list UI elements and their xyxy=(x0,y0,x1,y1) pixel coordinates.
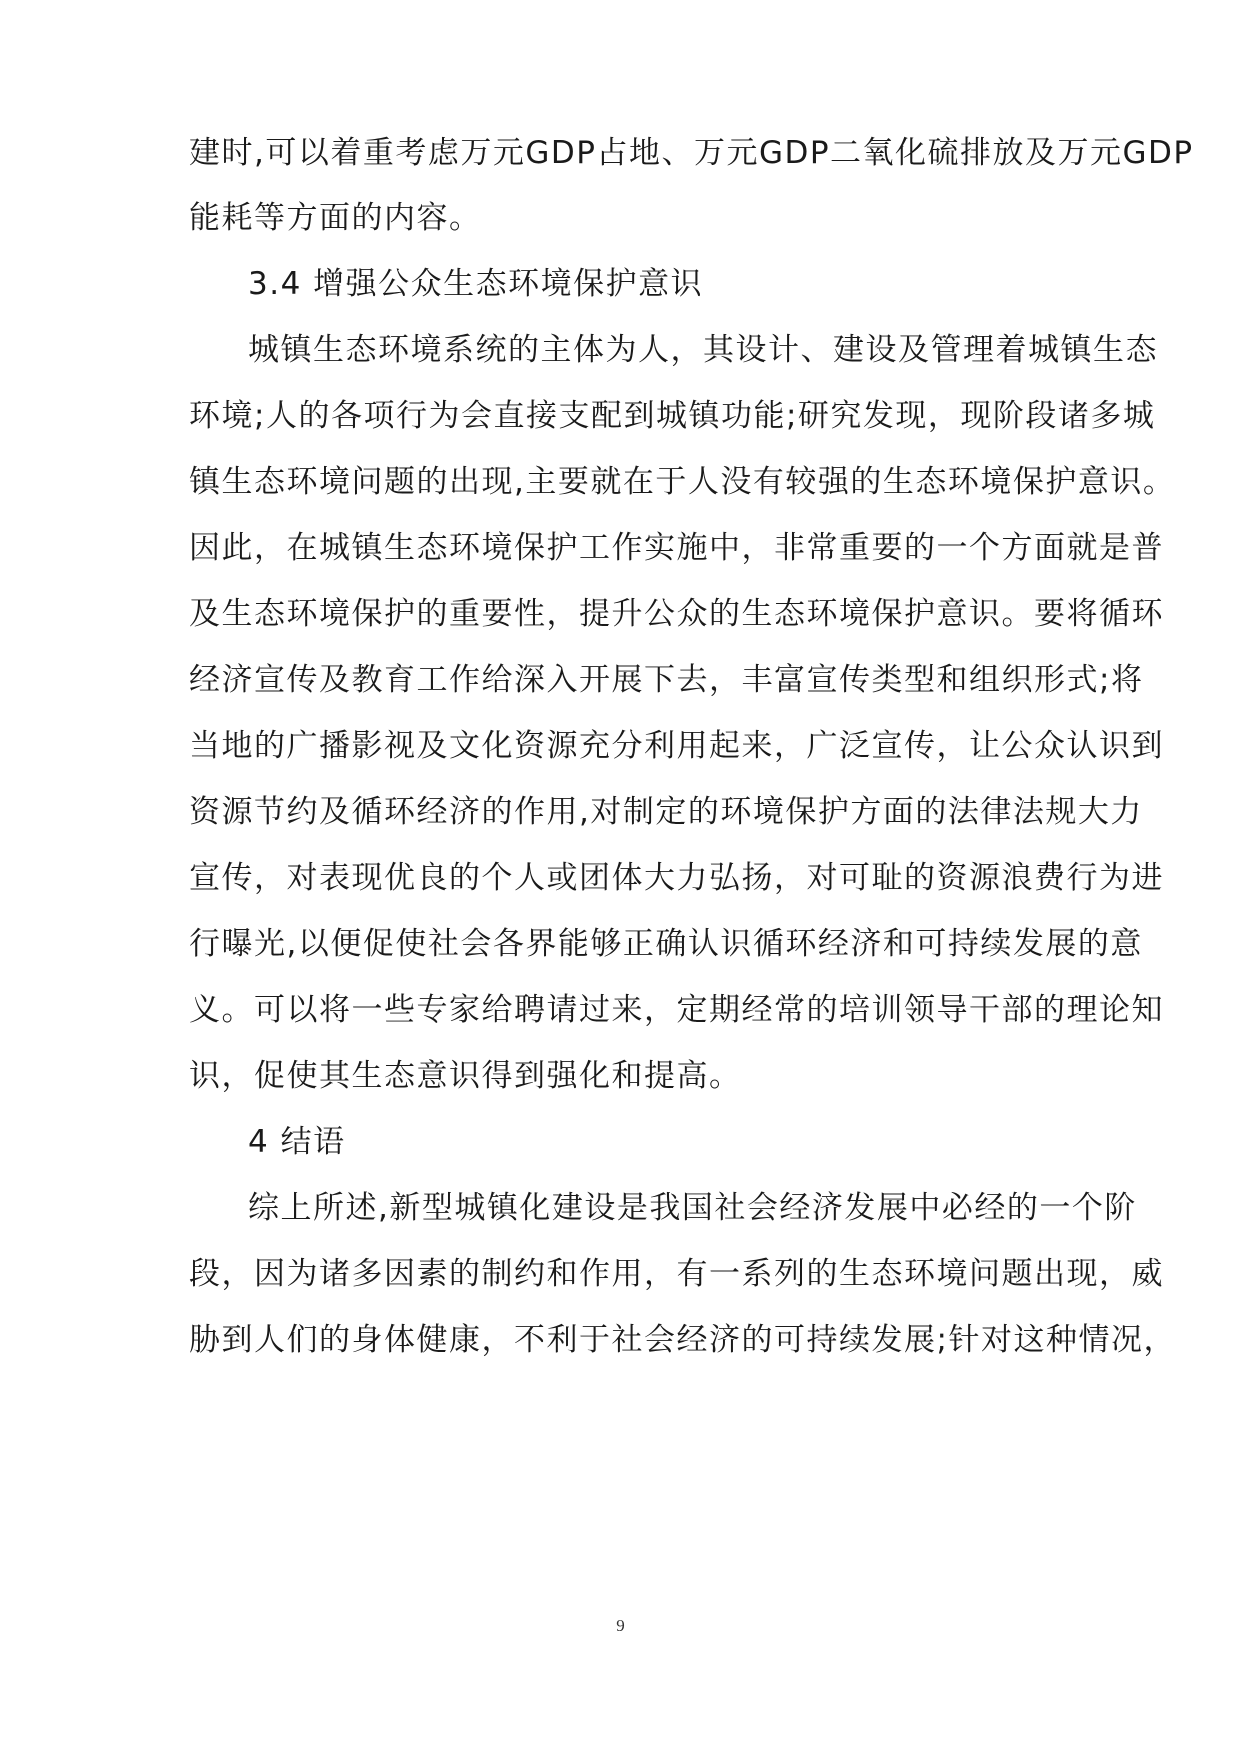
text-line: 宣传，对表现优良的个人或团体大力弘扬，对可耻的资源浪费行为进 xyxy=(189,860,1164,896)
text-line: 环境;人的各项行为会直接支配到城镇功能;研究发现，现阶段诸多城 xyxy=(189,398,1156,434)
text-line: 段，因为诸多因素的制约和作用，有一系列的生态环境问题出现，威 xyxy=(189,1256,1164,1292)
section-heading: 4 结语 xyxy=(248,1124,346,1160)
text-line: 经济宣传及教育工作给深入开展下去，丰富宣传类型和组织形式;将 xyxy=(189,662,1144,698)
text-line: 义。可以将一些专家给聘请过来，定期经常的培训领导干部的理论知 xyxy=(189,992,1164,1028)
text-line: 资源节约及循环经济的作用,对制定的环境保护方面的法律法规大力 xyxy=(189,794,1143,830)
text-line: 行曝光,以便促使社会各界能够正确认识循环经济和可持续发展的意 xyxy=(189,926,1143,962)
text-line: 识，促使其生态意识得到强化和提高。 xyxy=(189,1058,742,1094)
paragraph-first-line: 综上所述,新型城镇化建设是我国社会经济发展中必经的一个阶 xyxy=(248,1190,1137,1226)
text-line: 能耗等方面的内容。 xyxy=(189,200,482,236)
text-line: 胁到人们的身体健康，不利于社会经济的可持续发展;针对这种情况， xyxy=(189,1322,1176,1358)
text-line: 当地的广播影视及文化资源充分利用起来，广泛宣传，让公众认识到 xyxy=(189,728,1164,764)
text-line: 建时,可以着重考虑万元GDP占地、万元GDP二氧化硫排放及万元GDP xyxy=(189,135,1194,171)
text-line: 及生态环境保护的重要性，提升公众的生态环境保护意识。要将循环 xyxy=(189,596,1164,632)
section-heading: 3.4 增强公众生态环境保护意识 xyxy=(248,266,704,302)
page-number: 9 xyxy=(616,1616,625,1635)
paragraph-first-line: 城镇生态环境系统的主体为人，其设计、建设及管理着城镇生态 xyxy=(248,332,1158,368)
text-line: 因此，在城镇生态环境保护工作实施中，非常重要的一个方面就是普 xyxy=(189,530,1164,566)
text-line: 镇生态环境问题的出现,主要就在于人没有较强的生态环境保护意识。 xyxy=(189,464,1176,500)
